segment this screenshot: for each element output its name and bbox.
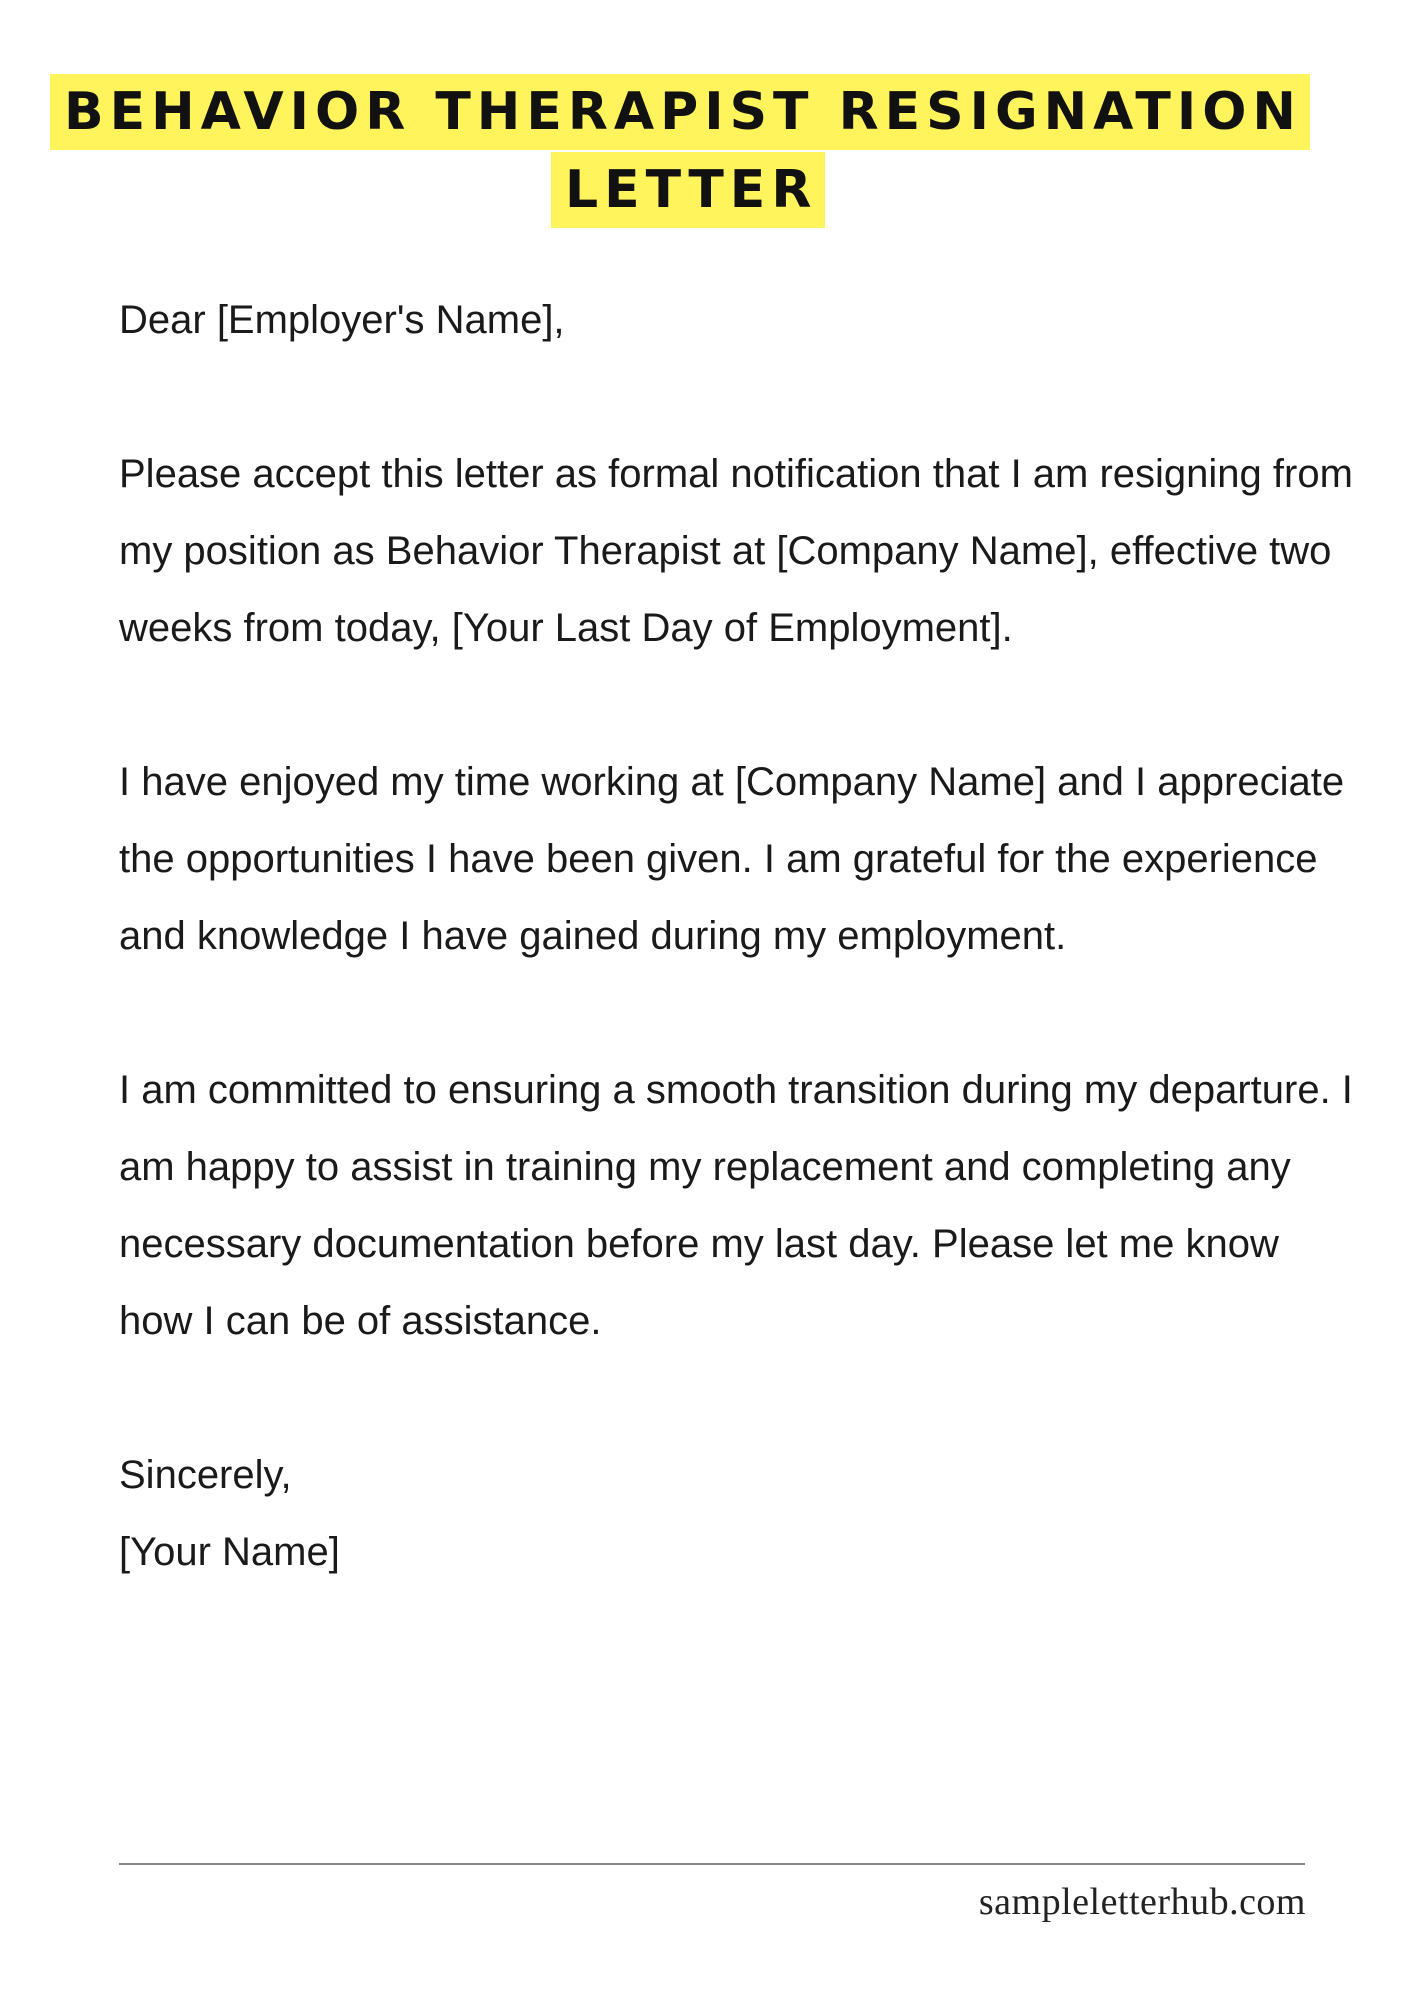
closing: Sincerely,	[119, 1453, 292, 1497]
paragraph-notification: Please accept this letter as formal notification that I am resigning from my position as Behavior Therapist at [Company Name], effective two weeks from today, [Your Last Day of Employment].	[119, 452, 1353, 650]
paragraph-transition: I am committed to ensuring a smooth transition during my departure. I am happy to assist in training my replacement and completing any necessary documentation before my last day. Please let me know how I can be of assistance.	[119, 1068, 1353, 1343]
signature: [Your Name]	[119, 1530, 340, 1574]
footer-brand: sampleletterhub.com	[978, 1881, 1306, 1923]
letter-body	[119, 282, 1359, 1591]
paragraph-appreciation: I have enjoyed my time working at [Company Name] and I appreciate the opportunities I have been given. I am grateful for the experience and knowledge I have gained during my employment.	[119, 760, 1345, 958]
title-line-1: BEHAVIOR THERAPIST RESIGNATION	[50, 74, 1310, 150]
footer-divider	[119, 1863, 1305, 1865]
salutation: Dear [Employer's Name],	[119, 298, 565, 342]
title-line-2: LETTER	[551, 152, 825, 228]
